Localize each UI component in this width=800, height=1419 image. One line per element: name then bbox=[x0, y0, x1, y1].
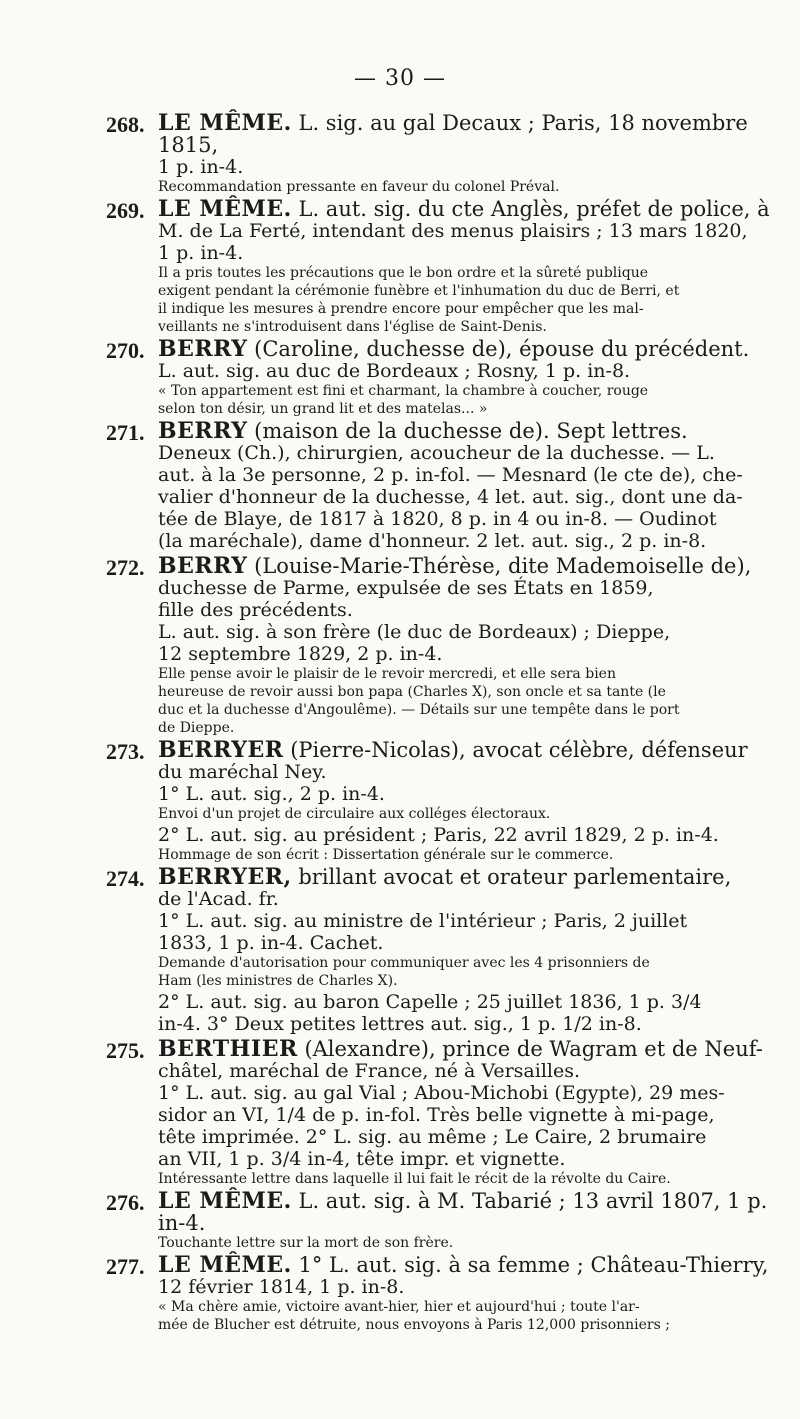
entry-heading bbox=[158, 739, 788, 761]
entry-description-line: 12 février 1814, 1 p. in-8. bbox=[158, 1276, 405, 1298]
entry-number: 275. bbox=[106, 1038, 145, 1063]
entry-number: 277. bbox=[106, 1254, 145, 1279]
entry-number: 273. bbox=[106, 739, 145, 764]
entry-heading-text: (Caroline, duchesse de), épouse du précédent. bbox=[254, 337, 750, 361]
entry-heading bbox=[158, 1038, 788, 1060]
entry-name: LE MÊME. bbox=[158, 1188, 292, 1214]
entry-note-line: Elle pense avoir le plaisir de le revoir mercredi, et elle sera bien bbox=[158, 666, 616, 682]
entry-description-line: 1° L. aut. sig., 2 p. in-4. bbox=[158, 783, 385, 805]
catalogue-entry bbox=[108, 338, 788, 417]
entry-description-line: fille des précédents. bbox=[158, 599, 353, 621]
catalogue-entry bbox=[108, 1254, 788, 1333]
entry-description-line: L. aut. sig. au duc de Bordeaux ; Rosny, 1 p. in-8. bbox=[158, 360, 631, 382]
entry-note-line: Hommage de son écrit : Dissertation générale sur le commerce. bbox=[158, 847, 614, 863]
entry-description-line: valier d'honneur de la duchesse, 4 let. aut. sig., dont une da- bbox=[158, 486, 743, 508]
entry-description-line: duchesse de Parme, expulsée de ses États en 1859, bbox=[158, 577, 654, 599]
entry-number: 272. bbox=[106, 555, 145, 580]
entry-note-line: « Ma chère amie, victoire avant-hier, hier et aujourd'hui ; toute l'ar- bbox=[158, 1299, 640, 1315]
entry-description-line: tée de Blaye, de 1817 à 1820, 8 p. in 4 ou in-8. — Oudinot bbox=[158, 508, 717, 530]
entry-description-line: in-4. 3° Deux petites lettres aut. sig., 1 p. 1/2 in-8. bbox=[158, 1013, 642, 1035]
entry-name: BERRYER bbox=[158, 737, 284, 763]
entry-note-line: Touchante lettre sur la mort de son frère. bbox=[158, 1235, 454, 1251]
entry-description-line: châtel, maréchal de France, né à Versailles. bbox=[158, 1060, 581, 1082]
entry-description-line: de l'Acad. fr. bbox=[158, 888, 279, 910]
entry-heading-text: (maison de la duchesse de). Sept lettres. bbox=[254, 419, 688, 443]
entry-note-line: Il a pris toutes les précautions que le bon ordre et la sûreté publique bbox=[158, 265, 648, 281]
catalogue-entry bbox=[108, 866, 788, 1035]
entry-description-line: 1 p. in-4. bbox=[158, 156, 244, 178]
entry-description-line: L. aut. sig. à son frère (le duc de Bordeaux) ; Dieppe, bbox=[158, 621, 671, 643]
entry-heading bbox=[158, 1254, 788, 1276]
entry-name: LE MÊME. bbox=[158, 1252, 292, 1278]
entry-name: LE MÊME. bbox=[158, 196, 292, 222]
entry-heading-text: (Pierre-Nicolas), avocat célèbre, défenseur bbox=[290, 738, 748, 762]
entry-heading bbox=[158, 338, 788, 360]
entry-heading-text: (Alexandre), prince de Wagram et de Neuf- bbox=[304, 1037, 763, 1061]
entry-name: BERRYER, bbox=[158, 864, 292, 890]
entry-name: LE MÊME. bbox=[158, 110, 292, 136]
entry-number: 269. bbox=[106, 198, 145, 223]
entry-name: BERRY bbox=[158, 553, 248, 579]
entry-heading-text: (Louise-Marie-Thérèse, dite Mademoiselle de), bbox=[254, 554, 752, 578]
entry-note-line: de Dieppe. bbox=[158, 720, 235, 736]
entry-note-line: duc et la duchesse d'Angoulême). — Détails sur une tempête dans le port bbox=[158, 702, 680, 718]
entry-heading-text: L. sig. au gal Decaux ; Paris, 18 novembre 1815, bbox=[158, 111, 748, 157]
entry-description-line: 2° L. aut. sig. au baron Capelle ; 25 juillet 1836, 1 p. 3/4 bbox=[158, 991, 702, 1013]
entry-description-line: M. de La Ferté, intendant des menus plaisirs ; 13 mars 1820, bbox=[158, 220, 748, 242]
entry-heading-text: 1° L. aut. sig. à sa femme ; Château-Thierry, bbox=[298, 1253, 769, 1277]
catalogue-entry bbox=[108, 420, 788, 552]
entry-number: 268. bbox=[106, 112, 145, 137]
entry-note-line: il indique les mesures à prendre encore pour empêcher que les mal- bbox=[158, 301, 644, 317]
entry-name: BERRY bbox=[158, 418, 248, 444]
entry-description-line: 1° L. aut. sig. au ministre de l'intérieur ; Paris, 2 juillet bbox=[158, 910, 688, 932]
entry-heading bbox=[158, 1190, 788, 1234]
catalogue-entry bbox=[108, 198, 788, 335]
catalogue-entry bbox=[108, 1038, 788, 1187]
catalogue-entry bbox=[108, 555, 788, 736]
entry-description-line: Deneux (Ch.), chirurgien, acoucheur de la duchesse. — L. bbox=[158, 442, 715, 464]
entry-note-line: Recommandation pressante en faveur du colonel Préval. bbox=[158, 179, 560, 195]
entry-heading bbox=[158, 198, 788, 220]
catalogue-entry bbox=[108, 1190, 788, 1251]
entry-description-line: 12 septembre 1829, 2 p. in-4. bbox=[158, 643, 443, 665]
entry-description-line: tête imprimée. 2° L. sig. au même ; Le Caire, 2 brumaire bbox=[158, 1126, 707, 1148]
entry-note-line: heureuse de revoir aussi bon papa (Charles X), son oncle et sa tante (le bbox=[158, 684, 666, 700]
entry-number: 270. bbox=[106, 338, 145, 363]
entry-note-line: selon ton désir, un grand lit et des matelas... » bbox=[158, 401, 488, 417]
entry-heading-text: L. aut. sig. à M. Tabarié ; 13 avril 1807, 1 p. in-4. bbox=[158, 1189, 768, 1235]
entry-description-line: an VII, 1 p. 3/4 in-4, tête impr. et vignette. bbox=[158, 1148, 566, 1170]
entry-note-line: Intéressante lettre dans laquelle il lui fait le récit de la révolte du Caire. bbox=[158, 1171, 671, 1187]
entry-description-line: aut. à la 3e personne, 2 p. in-fol. — Mesnard (le cte de), che- bbox=[158, 464, 743, 486]
entry-note-line: Demande d'autorisation pour communiquer avec les 4 prisonniers de bbox=[158, 955, 650, 971]
catalogue-entry bbox=[108, 739, 788, 863]
entry-description-line: du maréchal Ney. bbox=[158, 761, 327, 783]
entry-name: BERTHIER bbox=[158, 1036, 298, 1062]
entry-heading-text: brillant avocat et orateur parlementaire, bbox=[298, 865, 732, 889]
entry-heading bbox=[158, 866, 788, 888]
entry-note-line: « Ton appartement est fini et charmant, la chambre à coucher, rouge bbox=[158, 383, 649, 399]
entry-description-line: sidor an VI, 1/4 de p. in-fol. Très belle vignette à mi-page, bbox=[158, 1104, 715, 1126]
entry-note-line: exigent pendant la cérémonie funèbre et l'inhumation du duc de Berri, et bbox=[158, 283, 680, 299]
entry-description-line: 1° L. aut. sig. au gal Vial ; Abou-Michobi (Egypte), 29 mes- bbox=[158, 1082, 725, 1104]
entry-note-line: Envoi d'un projet de circulaire aux colléges électoraux. bbox=[158, 806, 551, 822]
entry-number: 271. bbox=[106, 420, 145, 445]
entry-number: 276. bbox=[106, 1190, 145, 1215]
entry-note-line: Ham (les ministres de Charles X). bbox=[158, 973, 398, 989]
entry-description-line: 2° L. aut. sig. au président ; Paris, 22 avril 1829, 2 p. in-4. bbox=[158, 824, 719, 846]
entry-number: 274. bbox=[106, 866, 145, 891]
entry-heading bbox=[158, 420, 788, 442]
entry-note-line: mée de Blucher est détruite, nous envoyons à Paris 12,000 prisonniers ; bbox=[158, 1317, 670, 1333]
entry-heading bbox=[158, 112, 788, 156]
entry-note-line: veillants ne s'introduisent dans l'église de Saint-Denis. bbox=[158, 319, 547, 335]
entry-description-line: (la maréchale), dame d'honneur. 2 let. aut. sig., 2 p. in-8. bbox=[158, 530, 707, 552]
page-number: — 30 — bbox=[354, 66, 446, 91]
entry-description-line: 1833, 1 p. in-4. Cachet. bbox=[158, 932, 384, 954]
entry-name: BERRY bbox=[158, 336, 248, 362]
catalogue-entries bbox=[108, 112, 788, 1336]
entry-description-line: 1 p. in-4. bbox=[158, 242, 244, 264]
catalogue-entry bbox=[108, 112, 788, 195]
entry-heading bbox=[158, 555, 788, 577]
entry-heading-text: L. aut. sig. du cte Anglès, préfet de police, à bbox=[298, 197, 770, 221]
